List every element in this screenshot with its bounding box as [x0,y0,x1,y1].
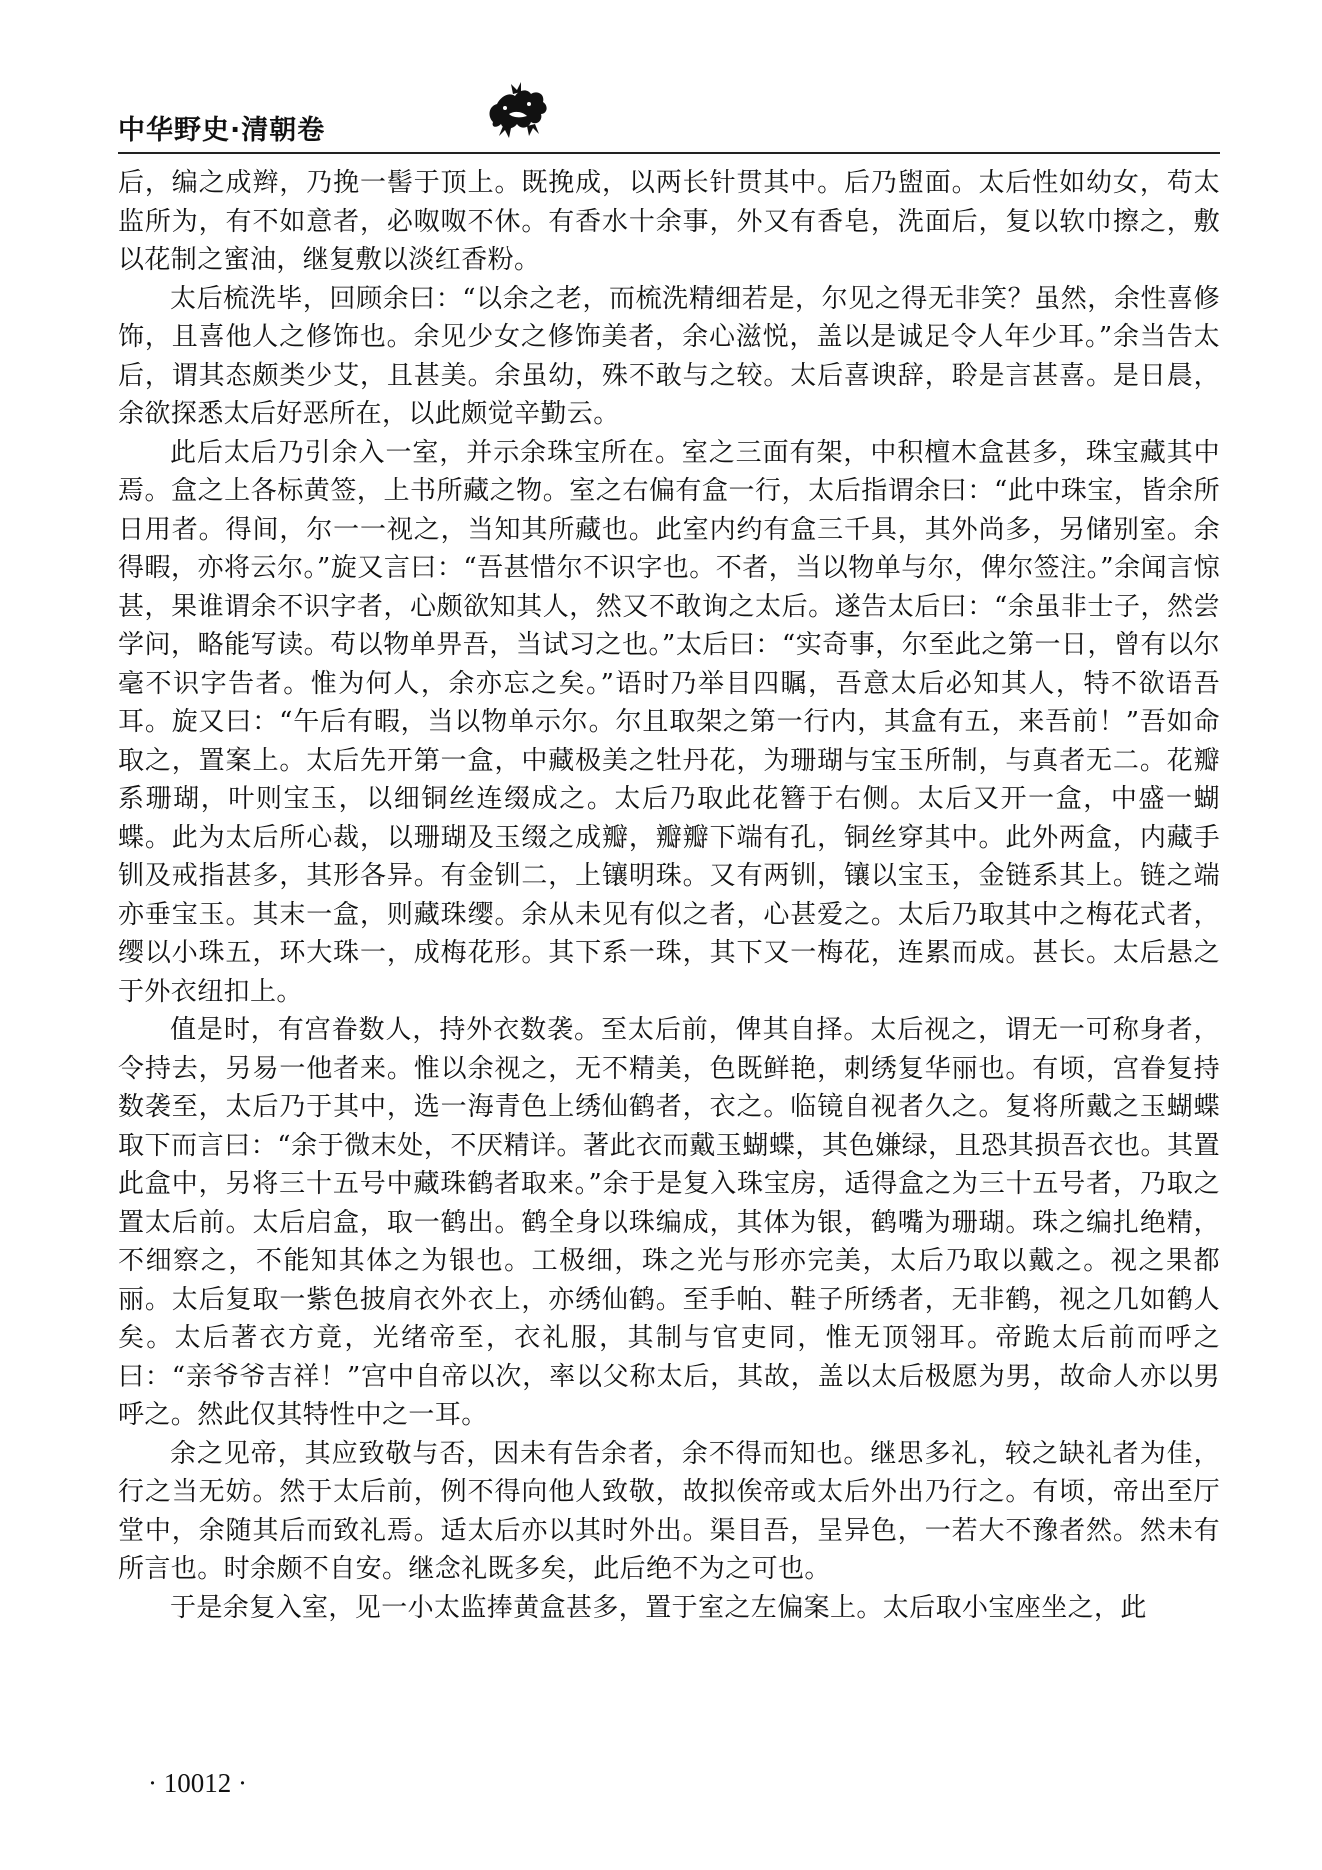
paragraph: 于是余复入室，见一小太监捧黄盒甚多，置于室之左偏案上。太后取小宝座坐之，此 [170,1592,1147,1623]
paragraph: 此后太后乃引余入一室，并示余珠宝所在。室之三面有架，中积檀木盒甚多，珠宝藏其中焉。盒之上各标黄签，上书所藏之物。室之右偏有盒一行，太后指谓余曰：“此中珠宝，皆余所日用者。得间，尔一一视之，当知其所藏也。此室内约有盒三千具，其外尚多，另储别室。余得暇，亦将云尔。”旋又言曰：“吾甚惜尔不识字也。不者，当以物单与尔，俾尔签注。”余闻言惊甚，果谁谓余不识字者，心颇欲知其人，然又不敢询之太后。遂告太后曰：“余虽非士子，然尝学问，略能写读。苟以物单畀吾，当试习之也。”太后曰：“实奇事，尔至此之第一日，曾有以尔毫不识字告者。惟为何人，余亦忘之矣。”语时乃举目四瞩，吾意太后必知其人，特不欲语吾耳。旋又曰：“午后有暇，当以物单示尔。尔且取架之第一行内，其盒有五，来吾前！”吾如命取之，置案上。太后先开第一盒，中藏极美之牡丹花，为珊瑚与宝玉所制，与真者无二。花瓣系珊瑚，叶则宝玉，以细铜丝连缀成之。太后乃取此花簪于右侧。太后又开一盒，中盛一蝴蝶。此为太后所心裁，以珊瑚及玉缀之成瓣，瓣瓣下端有孔，铜丝穿其中。此外两盒，内藏手钏及戒指甚多，其形各异。有金钏二，上镶明珠。又有两钏，镶以宝玉，金链系其上。链之端亦垂宝玉。其末一盒，则藏珠缨。余从未见有似之者，心甚爱之。太后乃取其中之梅花式者，缨以小珠五，环大珠一，成梅花形。其下系一珠，其下又一梅花，连累而成。甚长。太后悬之于外衣纽扣上。 [118,437,1220,1007]
body-text [118,164,1220,1724]
dragon-emblem-icon [483,82,551,140]
book-title: 中华野史·清朝卷 [118,115,326,146]
paragraph: 值是时，有宫眷数人，持外衣数袭。至太后前，俾其自择。太后视之，谓无一可称身者，令持去，另易一他者来。惟以余视之，无不精美，色既鲜艳，刺绣复华丽也。有顷，宫眷复持数袭至，太后乃于其中，选一海青色上绣仙鹤者，衣之。临镜自视者久之。复将所戴之玉蝴蝶取下而言曰：“余于微末处，不厌精详。著此衣而戴玉蝴蝶，其色嫌绿，且恐其损吾衣也。其置此盒中，另将三十五号中藏珠鹤者取来。”余于是复入珠宝房，适得盒之为三十五号者，乃取之置太后前。太后启盒，取一鹤出。鹤全身以珠编成，其体为银，鹤嘴为珊瑚。珠之编扎绝精，不细察之，不能知其体之为银也。工极细，珠之光与形亦完美，太后乃取以戴之。视之果都丽。太后复取一紫色披肩衣外衣上，亦绣仙鹤。至手帕、鞋子所绣者，无非鹤，视之几如鹤人矣。太后著衣方竟，光绪帝至，衣礼服，其制与官吏同，惟无顶翎耳。帝跪太后前而呼之曰：“亲爷爷吉祥！”宫中自帝以次，率以父称太后，其故，盖以太后极愿为男，故命人亦以男呼之。然此仅其特性中之一耳。 [118,1015,1220,1430]
paragraph: 太后梳洗毕，回顾余曰：“以余之老，而梳洗精细若是，尔见之得无非笑？虽然，余性喜修饰，且喜他人之修饰也。余见少女之修饰美者，余心滋悦，盖以是诚足令人年少耳。”余当告太后，谓其态颇类少艾，且甚美。余虽幼，殊不敢与之较。太后喜谀辞，聆是言甚喜。是日晨，余欲探悉太后好恶所在，以此颇觉辛勤云。 [118,283,1220,429]
header-rule [118,152,1220,154]
paragraph: 后，编之成辫，乃挽一髻于顶上。既挽成，以两长针贯其中。后乃盥面。太后性如幼女，苟太监所为，有不如意者，必呶呶不休。有香水十余事，外又有香皂，洗面后，复以软巾擦之，敷以花制之蜜油，继复敷以淡红香粉。 [118,168,1220,275]
page-number: · 10012 · [148,1768,247,1798]
paragraph: 余之见帝，其应致敬与否，因未有告余者，余不得而知也。继思多礼，较之缺礼者为佳，行之当无妨。然于太后前，例不得向他人致敬，故拟俟帝或太后外出乃行之。有顷，帝出至厅堂中，余随其后而致礼焉。适太后亦以其时外出。渠目吾，呈异色，一若大不豫者然。然未有所言也。时余颇不自安。继念礼既多矣，此后绝不为之可也。 [118,1438,1220,1584]
running-header [118,82,1220,154]
